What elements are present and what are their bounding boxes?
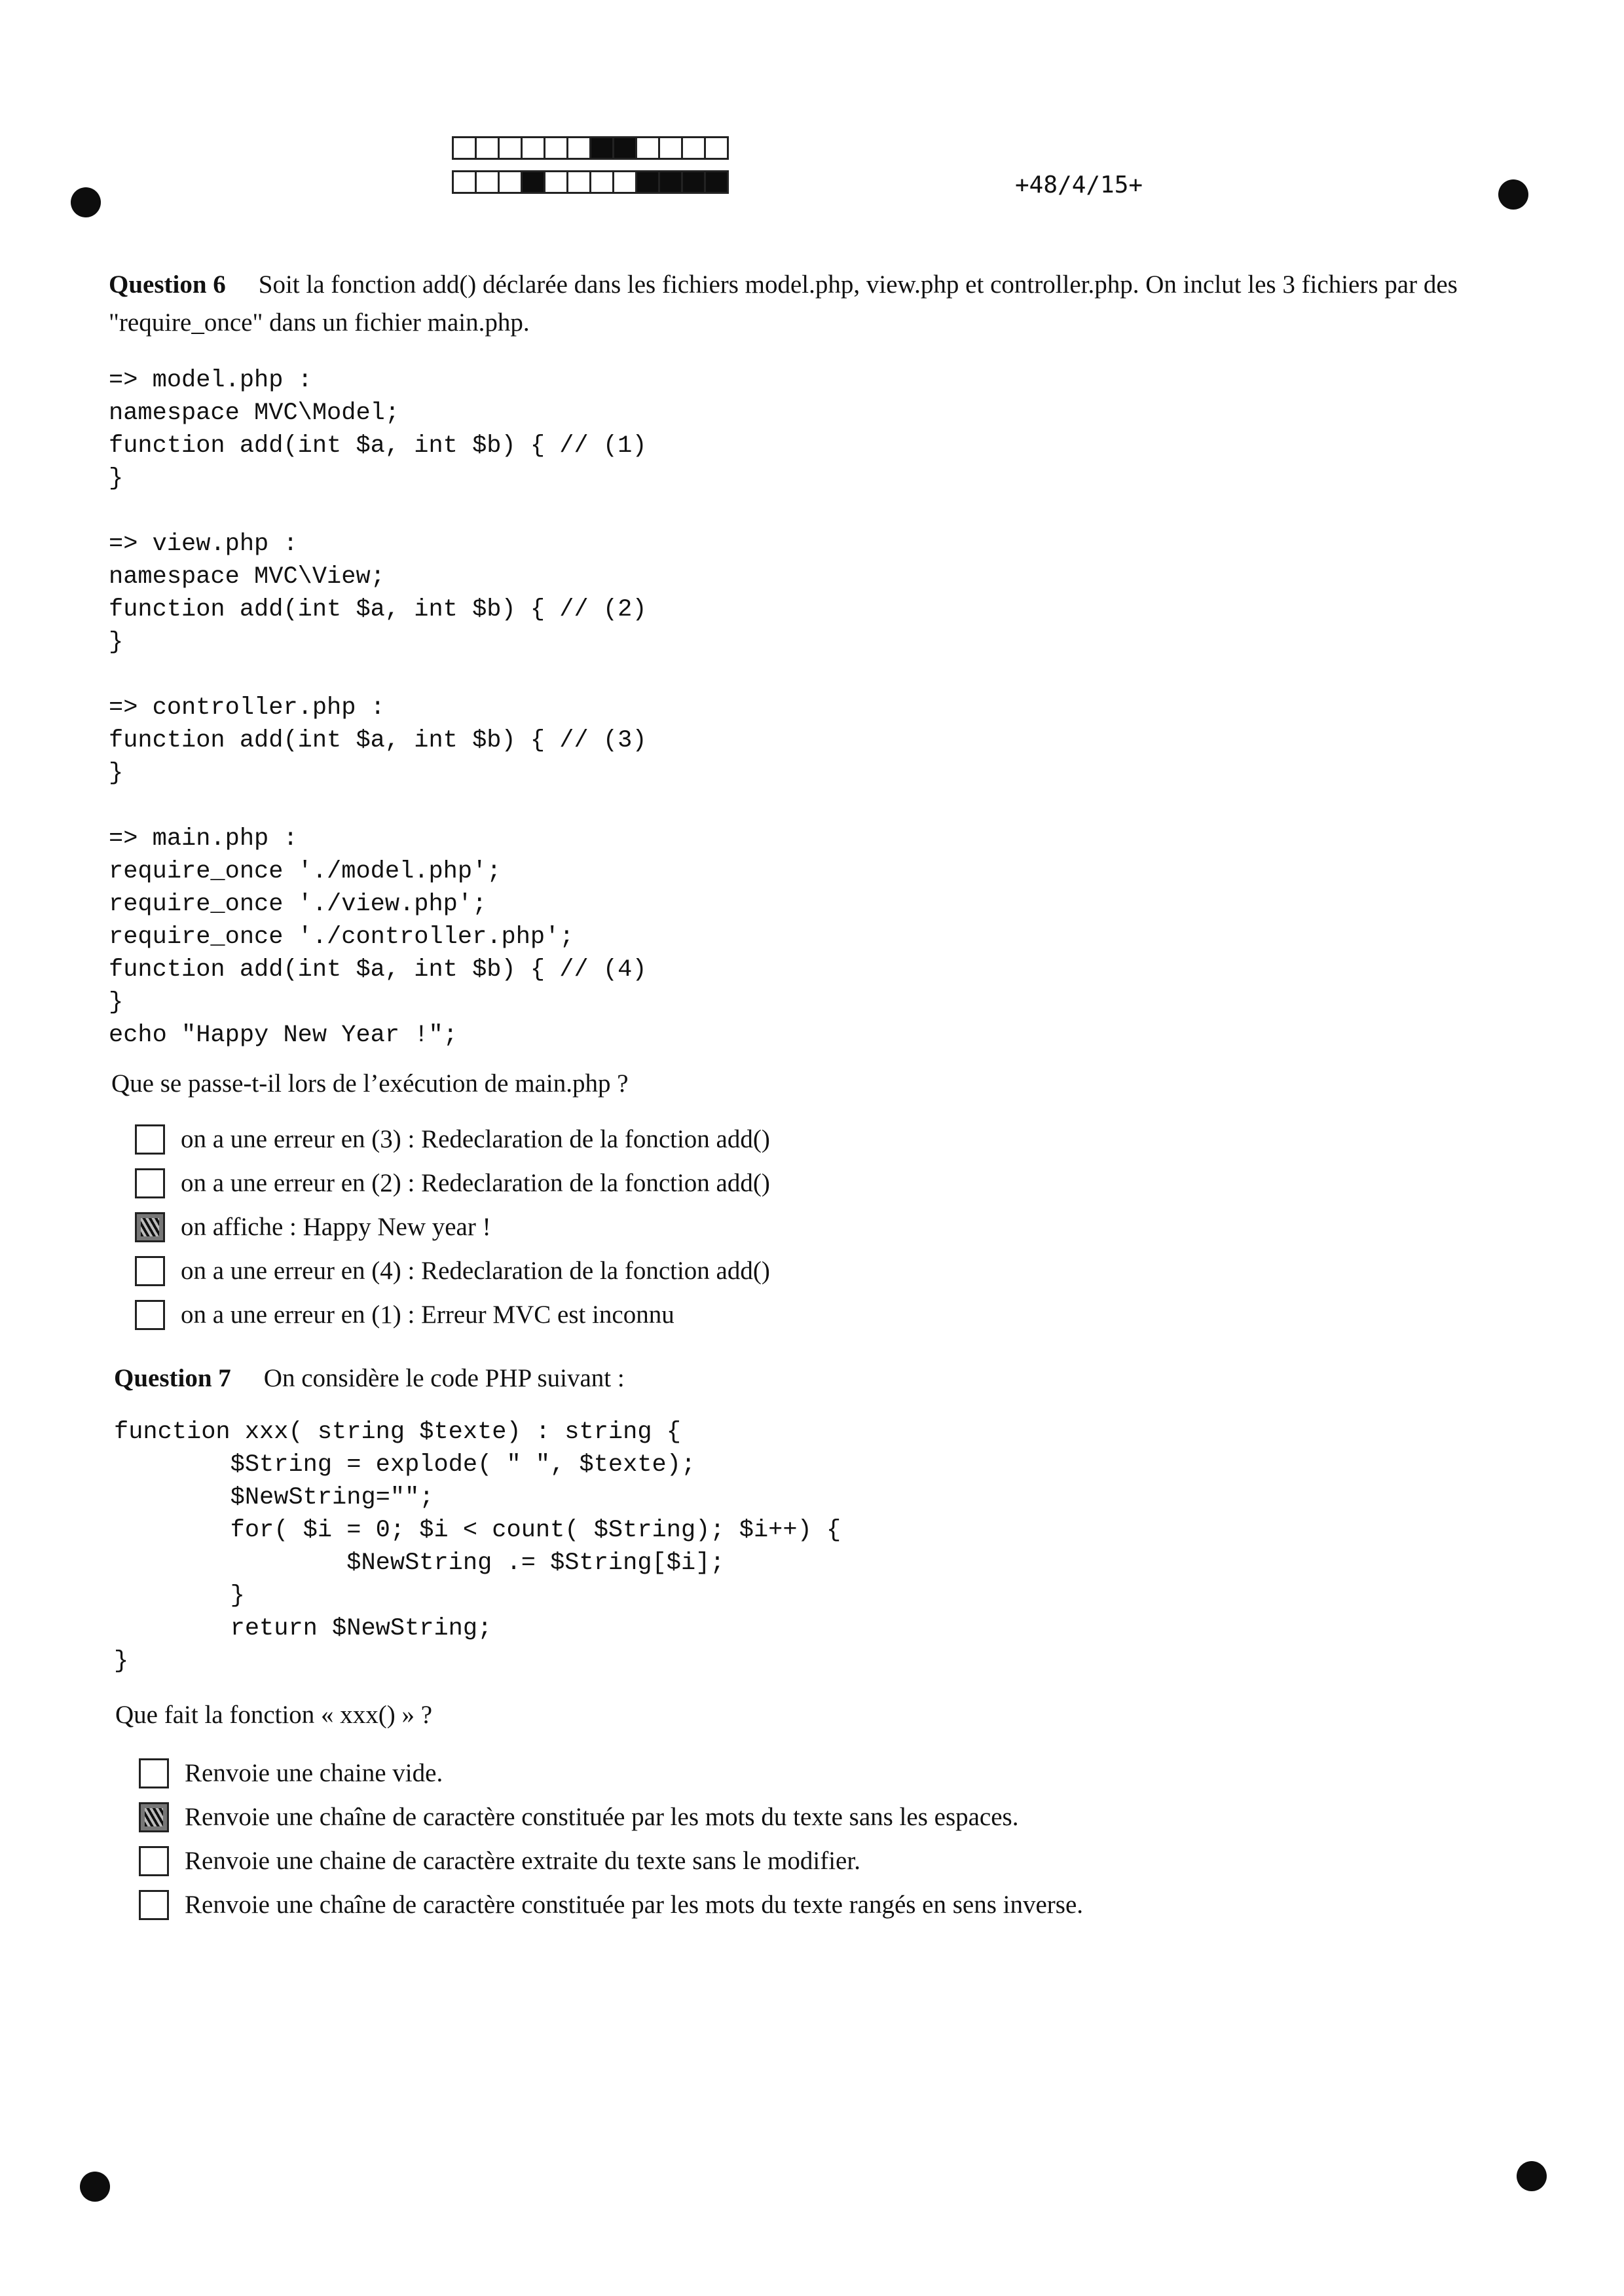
checkbox-checked[interactable] [139,1802,169,1832]
barcode-cell [452,170,477,194]
barcode-cell [704,136,729,160]
registration-mark-top-left [71,187,101,217]
answer-option[interactable] [139,1839,1083,1883]
barcode-cell [704,170,729,194]
barcode-cell [612,136,637,160]
checkbox[interactable] [135,1300,165,1330]
answer-label: Renvoie une chaine vide. [185,1759,443,1787]
question-7-prompt: Que fait la fonction « xxx() » ? [115,1701,433,1729]
answer-label: on affiche : Happy New year ! [181,1213,491,1241]
answer-option[interactable] [139,1883,1083,1927]
checkbox[interactable] [139,1758,169,1788]
barcode-cell [589,136,614,160]
answer-option[interactable] [135,1293,770,1337]
answer-label: on a une erreur en (4) : Redeclaration de la fonction add() [181,1257,770,1285]
barcode-cell [544,170,568,194]
question-7 [114,1360,1489,1398]
barcode-cell [589,170,614,194]
barcode-cell [521,170,545,194]
barcode-cell [475,136,500,160]
barcode-cell [612,170,637,194]
question-6 [109,266,1504,342]
barcode-row-1 [452,136,727,160]
barcode-cell [498,136,523,160]
barcode-cell [681,136,706,160]
answer-option[interactable] [135,1205,770,1249]
question-6-text: Soit la fonction add() déclarée dans les fichiers model.php, view.php et controller.php. On inclut les 3 fichiers par des "require_once" dans un fichier main.php. [109,270,1458,337]
barcode-cell [658,136,683,160]
copy-id: +48/4/15+ [1015,172,1143,198]
barcode-cell [521,136,545,160]
answer-option[interactable] [139,1751,1083,1795]
question-6-prompt: Que se passe-t-il lors de l’exécution de main.php ? [111,1069,629,1098]
answer-option[interactable] [135,1249,770,1293]
barcode-cell [635,170,660,194]
answer-option[interactable] [135,1161,770,1205]
question-7-text: On considère le code PHP suivant : [263,1364,625,1392]
barcode-cell [635,136,660,160]
checkbox[interactable] [139,1890,169,1920]
answer-option[interactable] [135,1117,770,1161]
answer-label: on a une erreur en (1) : Erreur MVC est inconnu [181,1301,674,1329]
answer-option[interactable] [139,1795,1083,1839]
answer-label: on a une erreur en (3) : Redeclaration de la fonction add() [181,1125,770,1153]
question-6-code: => model.php : namespace MVC\Model; function add(int $a, int $b) { // (1) } => view.php : namespace MVC\View; function add(int $a, int $b) { // (2) } => controller.php : function add(int $a, int $b) { // (3) } => main.php : require_once './model.php'; require_once './view.php'; require_once './controller.php'; function add(int $a, int $b) { // (4) } echo "Happy New Year !"; [109,367,647,1049]
checkbox[interactable] [139,1846,169,1876]
barcode-cell [452,136,477,160]
checkbox[interactable] [135,1256,165,1286]
question-6-label: Question 6 [109,270,226,299]
barcode-cell [544,136,568,160]
checkbox-checked[interactable] [135,1212,165,1242]
barcode-cell [681,170,706,194]
question-7-code: function xxx( string $texte) : string { $String = explode( " ", $texte); $NewString=""; for( $i = 0; $i < count( $String); $i++) { $NewString .= $String[$i]; } return $NewString; } [114,1418,841,1675]
answer-label: on a une erreur en (2) : Redeclaration de la fonction add() [181,1169,770,1197]
question-6-answers [135,1117,770,1337]
checkbox[interactable] [135,1168,165,1198]
barcode-cell [498,170,523,194]
barcode-row-2 [452,170,727,194]
answer-label: Renvoie une chaine de caractère extraite du texte sans le modifier. [185,1847,860,1875]
barcode-cell [475,170,500,194]
registration-mark-top-right [1498,179,1528,210]
registration-mark-bottom-left [80,2172,110,2202]
answer-label: Renvoie une chaîne de caractère constituée par les mots du texte rangés en sens inverse. [185,1891,1084,1919]
checkbox[interactable] [135,1124,165,1155]
question-7-label: Question 7 [114,1364,231,1392]
barcode-cell [658,170,683,194]
barcode-cell [566,136,591,160]
answer-label: Renvoie une chaîne de caractère constituée par les mots du texte sans les espaces. [185,1803,1019,1831]
barcode-cell [566,170,591,194]
question-7-answers [139,1751,1083,1927]
registration-mark-bottom-right [1517,2161,1547,2191]
